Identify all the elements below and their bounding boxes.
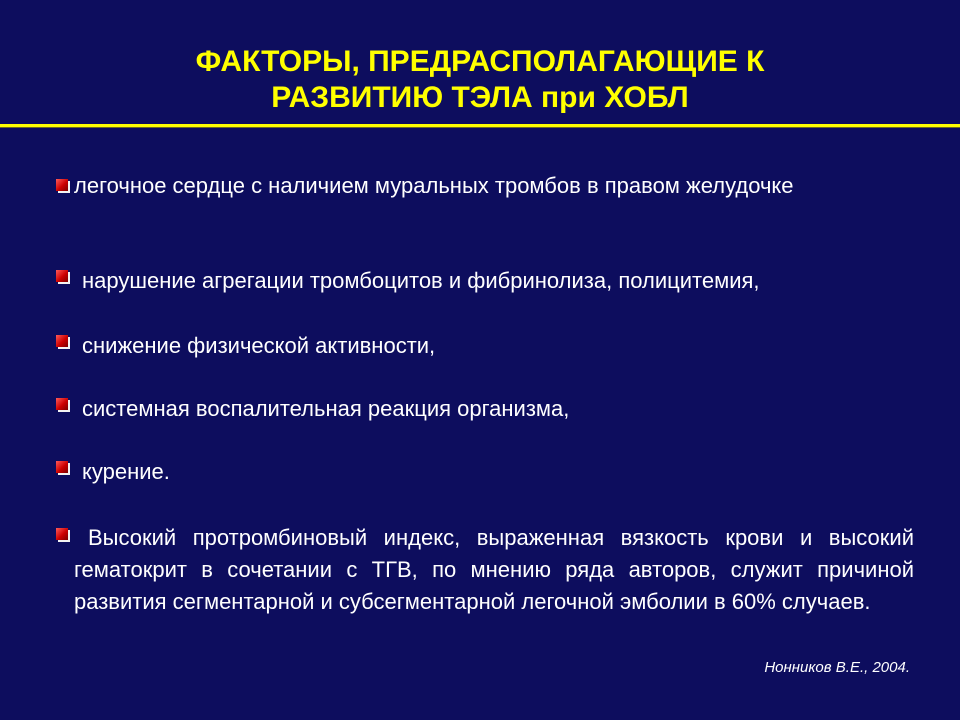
red-square-bullet-icon [56, 461, 68, 473]
red-square-bullet-icon [56, 335, 68, 347]
list-item-prothrombin-index: Высокий протромбиновый индекс, выраженная вязкость крови и высокий гематокрит в сочетании с ТГВ, по мнению ряда авторов, служит причиной развития сегментарной и субсегментарной легочной эмболии в 60% случаев. [74, 525, 914, 614]
list-item-physical-activity: снижение физической активности, [82, 333, 436, 358]
slide-title-line-1: ФАКТОРЫ, ПРЕДРАСПОЛАГАЮЩИЕ К [195, 45, 765, 78]
list-item-cor-pulmonale: легочное сердце с наличием муральных тромбов в правом желудочке [74, 173, 794, 198]
red-square-bullet-icon [56, 398, 68, 410]
red-square-bullet-icon [56, 528, 68, 540]
list-item-platelet-aggregation: нарушение агрегации тромбоцитов и фибринолиза, полицитемия, [82, 268, 760, 293]
list-item-inflammatory-response: системная воспалительная реакция организма, [82, 396, 570, 421]
slide-title-line-2: РАЗВИТИЮ ТЭЛА при ХОБЛ [271, 81, 689, 114]
list-item-smoking: курение. [82, 459, 170, 484]
red-square-bullet-icon [56, 270, 68, 282]
red-square-bullet-icon [56, 179, 68, 191]
source-citation: Нонников В.Е., 2004. [764, 659, 910, 676]
